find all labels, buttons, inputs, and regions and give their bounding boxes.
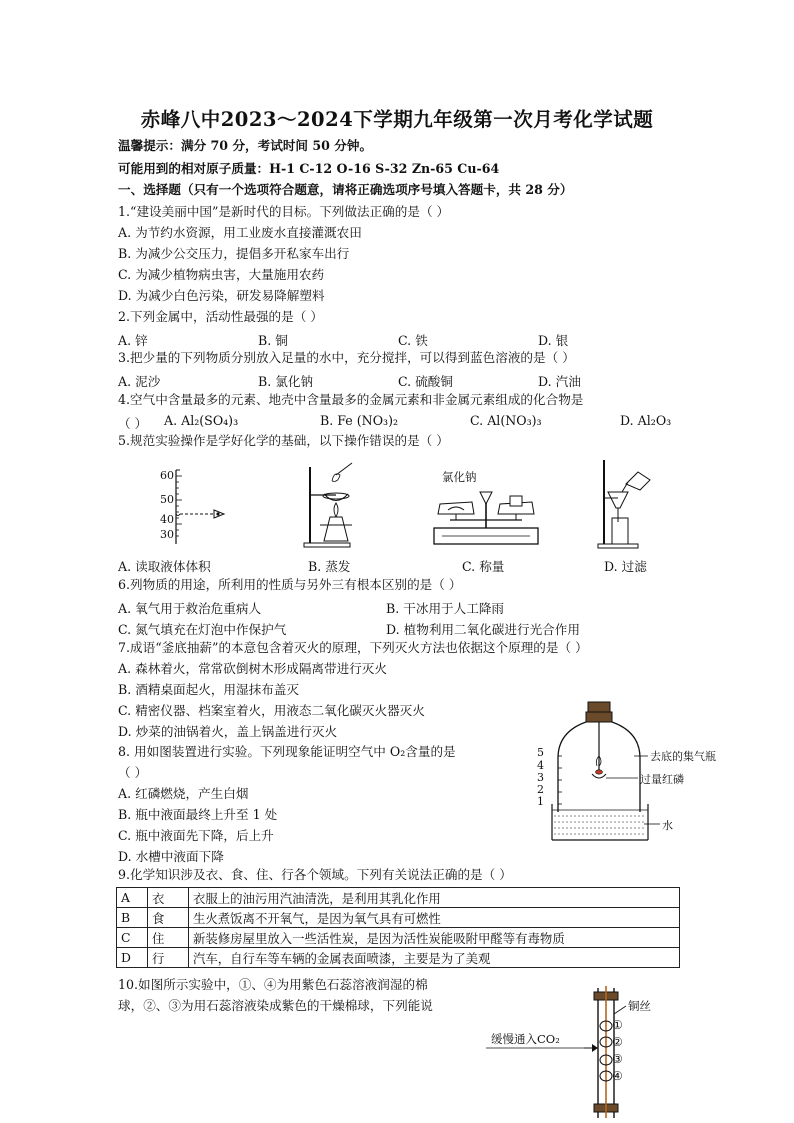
q9-row-c-domain: 住 (148, 928, 189, 948)
q6-option-c: C. 氮气填充在灯泡中作保护气 (118, 622, 287, 637)
label-co2: 缓慢通入CO₂ (491, 1032, 560, 1046)
q9-row-d-text: 汽车，自行车等车辆的金属表面喷漆，主要是为了美观 (189, 948, 680, 968)
q6-option-b: B. 干冰用于人工降雨 (386, 601, 505, 616)
scale-2: 2 (537, 783, 544, 796)
q6-stem: 6.列物质的用途，所利用的性质与另外三有根本区别的是（ ） (118, 577, 462, 592)
q9-table (116, 887, 680, 968)
q9-row-b-text: 生火煮饭离不开氧气，是因为氧气具有可燃性 (189, 908, 680, 928)
scale-5: 5 (537, 746, 544, 759)
q5-stem: 5.规范实验操作是学好化学的基础，以下操作错误的是（ ） (118, 433, 449, 448)
q2-option-a: A. 锌 (118, 333, 148, 348)
q5-option-c: C. 称量 (462, 559, 505, 574)
q4-option-b: B. Fe (NO₃)₂ (320, 413, 399, 428)
q4-option-d: D. Al₂O₃ (620, 413, 672, 428)
q9-row-c-letter: C (117, 928, 148, 948)
q4-paren: （ ） (118, 416, 148, 431)
table-row (117, 908, 680, 928)
cylinder-tick-40: 40 (160, 513, 174, 526)
q7-option-b: B. 酒精桌面起火，用湿抹布盖灭 (118, 682, 299, 697)
table-row (117, 888, 680, 908)
q5-option-a: A. 读取液体体积 (118, 559, 211, 574)
q7-option-d: D. 炒菜的油锅着火，盖上锅盖进行灭火 (118, 724, 338, 739)
q4-option-c: C. Al(NO₃)₃ (470, 413, 542, 428)
q10-line-2: 球，②、③为用石蕊溶液染成紫色的干燥棉球，下列能说 (118, 998, 433, 1013)
q8-option-b: B. 瓶中液面最终上升至 1 处 (118, 807, 278, 822)
label-water: 水 (662, 819, 673, 832)
balance-figure (428, 484, 544, 548)
q1-stem: 1.“建设美丽中国”是新时代的目标。下列做法正确的是（ ） (118, 204, 450, 219)
q7-option-a: A. 森林着火，常常砍倒树木形成隔离带进行灭火 (118, 661, 387, 676)
q6-option-d: D. 植物利用二氧化碳进行光合作用 (386, 622, 580, 637)
evaporation-figure (296, 463, 376, 549)
q1-option-c: C. 为减少植物病虫害，大量施用农药 (118, 267, 325, 282)
q9-row-c-text: 新装修房屋里放入一些活性炭，是因为活性炭能吸附甲醛等有毒物质 (189, 928, 680, 948)
ball-1: ① (612, 1018, 623, 1032)
scale-1: 1 (537, 795, 544, 808)
q8-paren: （ ） (118, 765, 148, 780)
filtration-figure (592, 458, 662, 550)
q2-option-b: B. 铜 (258, 333, 288, 348)
ball-2: ② (612, 1035, 623, 1049)
label-bottle: 去底的集气瓶 (650, 750, 716, 763)
q8-option-a: A. 红磷燃烧，产生白烟 (118, 786, 249, 801)
section-one-heading: 一、选择题（只有一个选项符合题意，请将正确选项序号填入答题卡，共 28 分） (118, 182, 573, 197)
q9-row-d-domain: 行 (148, 948, 189, 968)
scale-3: 3 (537, 771, 544, 784)
q7-option-c: C. 精密仪器、档案室着火，用液态二氧化碳灭火器灭火 (118, 703, 425, 718)
q9-row-a-text: 衣服上的油污用汽油清洗，是利用其乳化作用 (189, 888, 680, 908)
cylinder-tick-60: 60 (160, 469, 174, 482)
q8-option-c: C. 瓶中液面先下降，后上升 (118, 828, 274, 843)
ball-4: ④ (612, 1069, 623, 1083)
q4-option-a: A. Al₂(SO₄)₃ (164, 413, 239, 428)
tips: 温馨提示：满分 70 分，考试时间 50 分钟。 (118, 138, 373, 153)
q6-option-a: A. 氧气用于救治危重病人 (118, 601, 262, 616)
q3-option-c: C. 硫酸铜 (398, 374, 453, 389)
q3-option-a: A. 泥沙 (118, 374, 161, 389)
q9-row-a-letter: A (117, 888, 148, 908)
exam-title: 赤峰八中2023～2024下学期九年级第一次月考化学试题 (140, 108, 654, 131)
label-copper-wire: 铜丝 (628, 999, 651, 1013)
q9-row-b-letter: B (117, 908, 148, 928)
label-red-phosphorus: 过量红磷 (640, 773, 684, 786)
atomic-mass: 可能用到的相对原子质量：H-1 C-12 O-16 S-32 Zn-65 Cu-64 (118, 161, 500, 176)
q2-option-d: D. 银 (538, 333, 569, 348)
q9-stem: 9.化学知识涉及衣、食、住、行各个领域。下列有关说法正确的是（ ） (118, 867, 512, 882)
q9-row-a-domain: 衣 (148, 888, 189, 908)
q1-option-d: D. 为减少白色污染，研发易降解塑料 (118, 288, 325, 303)
q5-option-d: D. 过滤 (604, 559, 647, 574)
q3-option-d: D. 汽油 (538, 374, 581, 389)
q8-stem: 8. 用如图装置进行实验。下列现象能证明空气中 O₂含量的是 (118, 744, 456, 759)
ball-3: ③ (612, 1052, 623, 1066)
q3-option-b: B. 氯化钠 (258, 374, 314, 389)
q10-line-1: 10.如图所示实验中，①、④为用紫色石蕊溶液润湿的棉 (118, 977, 428, 992)
q1-option-a: A. 为节约水资源，用工业废水直接灌溉农田 (118, 225, 362, 240)
q2-stem: 2.下列金属中，活动性最强的是（ ） (118, 309, 323, 324)
q1-option-b: B. 为减少公交压力，提倡多开私家车出行 (118, 246, 350, 261)
table-row (117, 928, 680, 948)
q5-option-b: B. 蒸发 (308, 559, 351, 574)
scale-4: 4 (537, 759, 544, 772)
cylinder-tick-30: 30 (160, 528, 174, 541)
q3-stem: 3.把少量的下列物质分别放入足量的水中，充分搅拌，可以得到蓝色溶液的是（ ） (118, 350, 575, 365)
q4-stem: 4.空气中含量最多的元素、地壳中含量最多的金属元素和非金属元素组成的化合物是 (118, 392, 584, 407)
q9-row-d-letter: D (117, 948, 148, 968)
table-row (117, 948, 680, 968)
q8-option-d: D. 水槽中液面下降 (118, 849, 224, 864)
q7-stem: 7.成语“釜底抽薪”的本意包含着灭火的原理，下列灭火方法也依据这个原理的是（ ） (118, 640, 588, 655)
cylinder-tick-50: 50 (160, 493, 174, 506)
q2-option-c: C. 铁 (398, 333, 428, 348)
q9-row-b-domain: 食 (148, 908, 189, 928)
balance-label: 氯化钠 (442, 470, 477, 484)
